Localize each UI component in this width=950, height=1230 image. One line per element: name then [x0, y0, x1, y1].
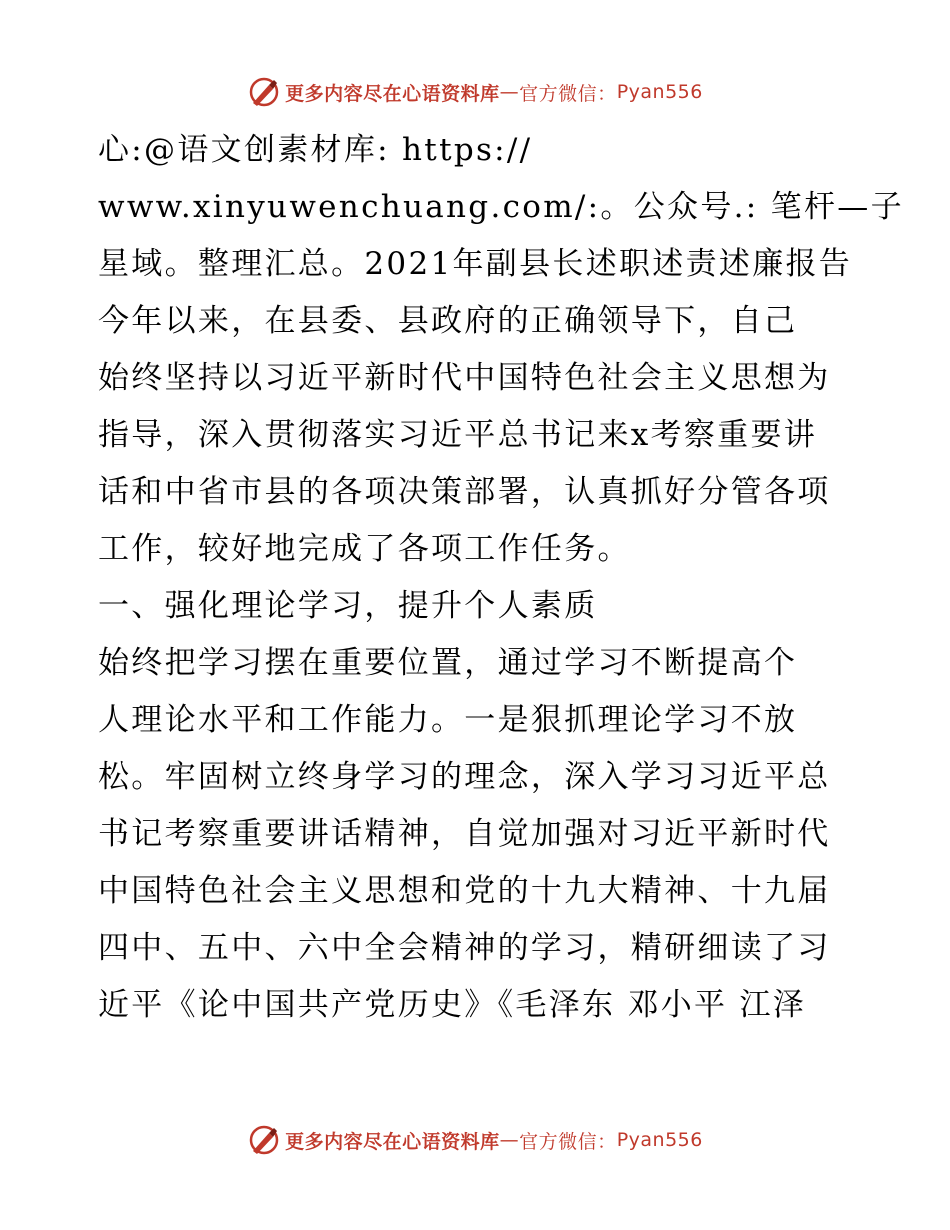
watermark-wechat-id: Pyan556 — [616, 1129, 703, 1151]
text-line: 始终坚持以习近平新时代中国特色社会主义思想为 — [98, 360, 831, 396]
text-line: www.xinyuwenchuang.com/:。公众号.: 笔杆—子 — [98, 189, 904, 225]
pen-logo-icon — [247, 1123, 281, 1157]
text-line: 中国特色社会主义思想和党的十九大精神、十九届 — [98, 873, 831, 909]
text-line: 始终把学习摆在重要位置，通过学习不断提高个 — [98, 645, 798, 681]
text-line: 话和中省市县的各项决策部署，认真抓好分管各项 — [98, 474, 831, 510]
text-line: 工作，较好地完成了各项工作任务。 — [98, 531, 631, 567]
watermark-separator: — — [499, 1129, 520, 1151]
pen-logo-icon — [247, 75, 281, 109]
watermark-separator: — — [499, 81, 520, 103]
watermark-footer — [0, 1120, 950, 1160]
text-line: 指导，深入贯彻落实习近平总书记来x考察重要讲 — [98, 417, 818, 453]
document-body — [98, 122, 904, 1034]
watermark-wechat-label: 官方微信： — [519, 1130, 617, 1153]
watermark-wechat-id: Pyan556 — [616, 81, 703, 103]
watermark-wechat-label: 官方微信： — [519, 82, 617, 105]
text-line: 松。牢固树立终身学习的理念，深入学习习近平总 — [98, 759, 831, 795]
watermark-header — [0, 72, 950, 112]
text-line: 人理论水平和工作能力。一是狠抓理论学习不放 — [98, 702, 798, 738]
watermark-main-text: 更多内容尽在心语资料库 — [285, 1130, 500, 1153]
text-line: 心:@语文创素材库: https:// — [98, 132, 533, 168]
text-line: 四中、五中、六中全会精神的学习，精研细读了习 — [98, 930, 831, 966]
text-line: 今年以来，在县委、县政府的正确领导下，自己 — [98, 303, 798, 339]
watermark-main-text: 更多内容尽在心语资料库 — [285, 82, 500, 105]
text-line: 近平《论中国共产党历史》《毛泽东 邓小平 江泽 — [98, 987, 807, 1023]
text-line: 星域。整理汇总。2021年副县长述职述责述廉报告 — [98, 246, 853, 282]
section-heading: 一、强化理论学习，提升个人素质 — [98, 588, 598, 624]
text-line: 书记考察重要讲话精神，自觉加强对习近平新时代 — [98, 816, 831, 852]
